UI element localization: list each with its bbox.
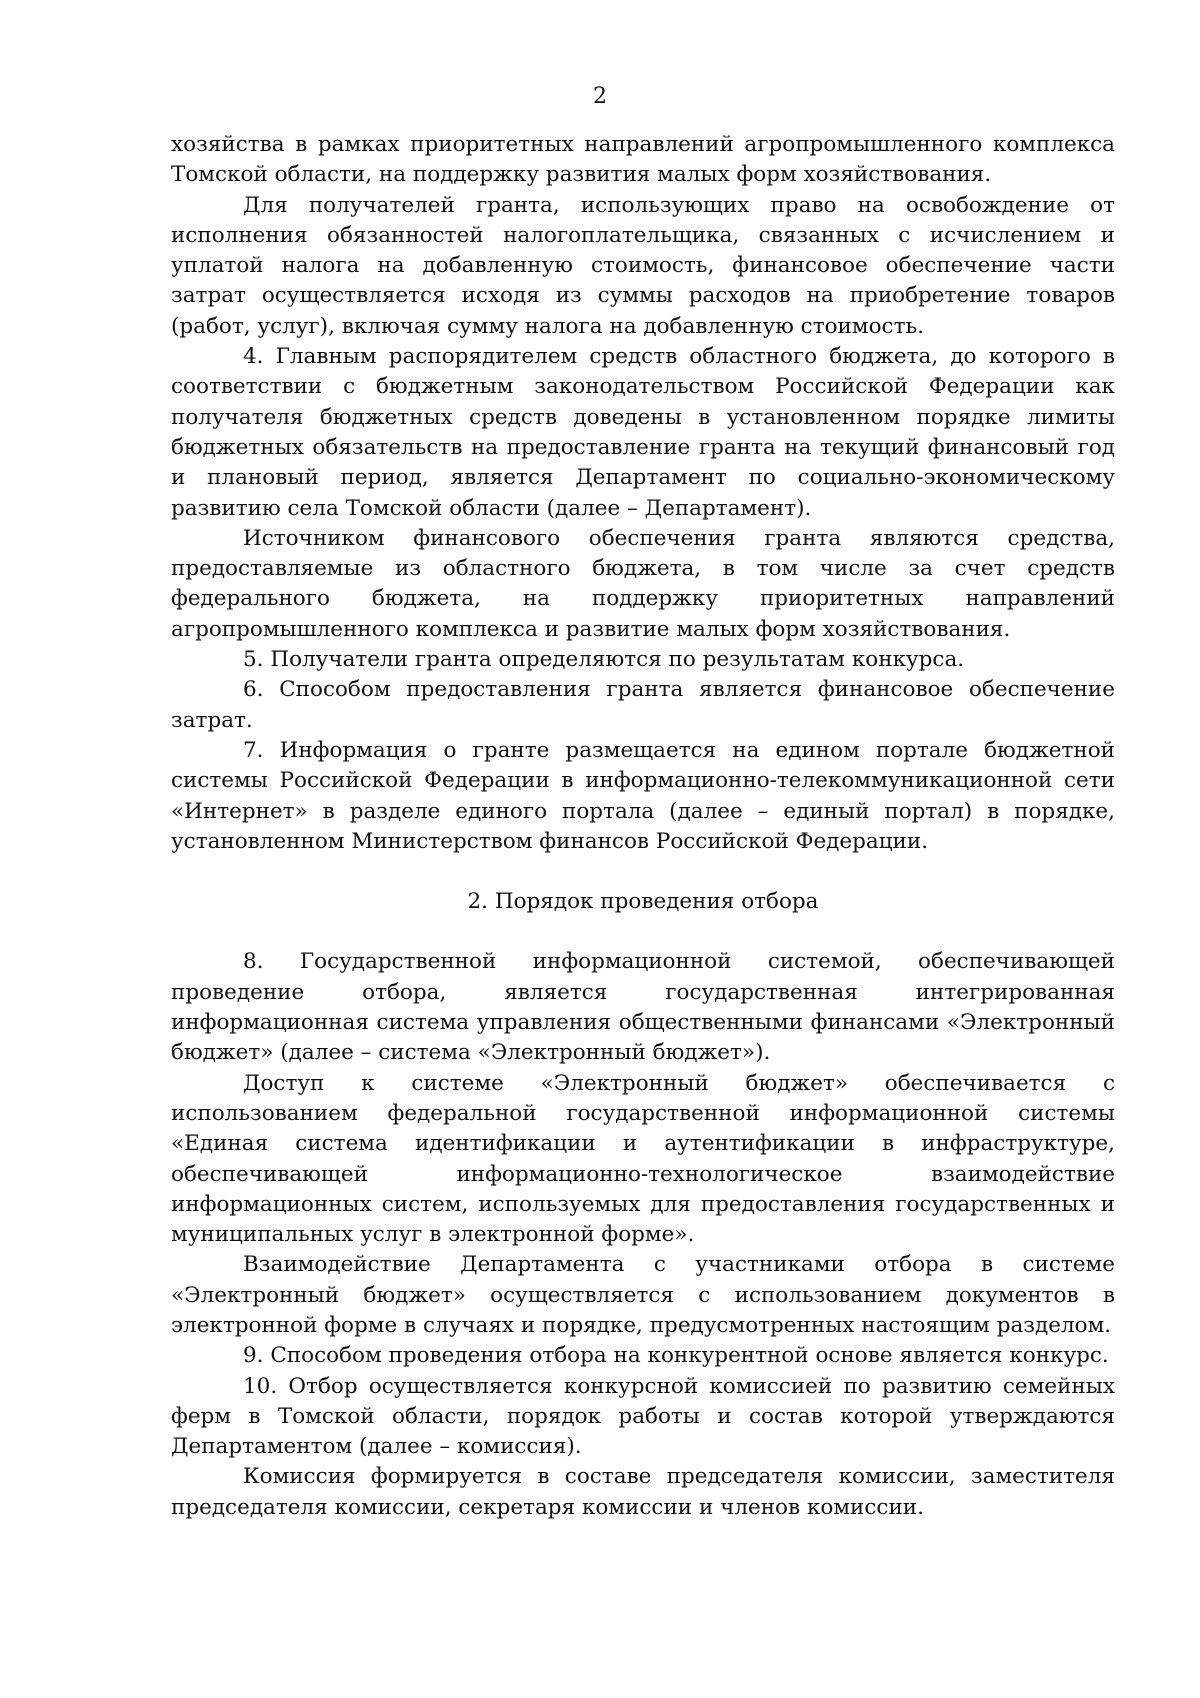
paragraph-continuation: хозяйства в рамках приоритетных направлений агропромышленного комплекса Томской области, на поддержку развития малых форм хозяйствования. (171, 132, 1115, 188)
paragraph-vat-exemption: Для получателей гранта, использующих право на освобождение от исполнения обязанностей налогоплательщика, связанных с исчислением и уплатой налога на добавленную стоимость, финансовое обеспечение части затрат осуществляется исходя из суммы расходов на приобретение товаров (работ, услуг), включая сумму налога на добавленную стоимость. (171, 192, 1115, 339)
paragraph-item-7: 7. Информация о гранте размещается на едином портале бюджетной системы Российской Федерации в информационно-телекоммуникационной сети «Интернет» в разделе единого портала (далее – единый портал) в порядке, установленном Министерством финансов Российской Федерации. (171, 737, 1115, 854)
section-heading: 2. Порядок проведения отбора (467, 889, 819, 915)
paragraph-interaction: Взаимодействие Департамента с участниками отбора в системе «Электронный бюджет» осуществляется с использованием документов в электронной форме в случаях и порядке, предусмотренных настоящим разделом. (171, 1252, 1115, 1338)
paragraph-item-5: 5. Получатели гранта определяются по результатам конкурса. (243, 647, 965, 673)
paragraph-item-10: 10. Отбор осуществляется конкурсной комиссией по развитию семейных ферм в Томской области, порядок работы и состав которой утверждаются Департаментом (далее – комиссия). (171, 1373, 1115, 1460)
paragraph-system-access: Доступ к системе «Электронный бюджет» обеспечивается с использованием федеральной государственной информационной системы «Единая система идентификации и аутентификации в инфраструктуре, обеспечивающей информационно-технологическое взаимодействие информационных систем, используемых для предоставления государственных и муниципальных услуг в электронной форме». (171, 1070, 1115, 1248)
paragraph-commission-composition: Комиссия формируется в составе председателя комиссии, заместителя председателя комиссии, секретаря комиссии и членов комиссии. (171, 1464, 1115, 1520)
paragraph-item-4: 4. Главным распорядителем средств областного бюджета, до которого в соответствии с бюджетным законодательством Российской Федерации как получателя бюджетных средств доведены в установленном порядке лимиты бюджетных обязательств на предоставление гранта на текущий финансовый год и плановый период, является Департамент по социально-экономическому развитию села Томской области (далее – Департамент). (171, 344, 1115, 521)
page-number: 2 (593, 84, 607, 109)
paragraph-item-8: 8. Государственной информационной системой, обеспечивающей проведение отбора, является государственная интегрированная информационная система управления общественными финансами «Электронный бюджет» (далее – система «Электронный бюджет»). (171, 949, 1115, 1066)
paragraph-funding-source: Источником финансового обеспечения гранта являются средства, предоставляемые из областного бюджета, в том числе за счет средств федерального бюджета, на поддержку приоритетных направлений агропромышленного комплекса и развитие малых форм хозяйствования. (171, 525, 1115, 642)
paragraph-item-6: 6. Способом предоставления гранта является финансовое обеспечение затрат. (171, 677, 1115, 733)
document-body (171, 130, 1115, 1523)
paragraph-item-9: 9. Способом проведения отбора на конкурентной основе является конкурс. (243, 1343, 1109, 1369)
